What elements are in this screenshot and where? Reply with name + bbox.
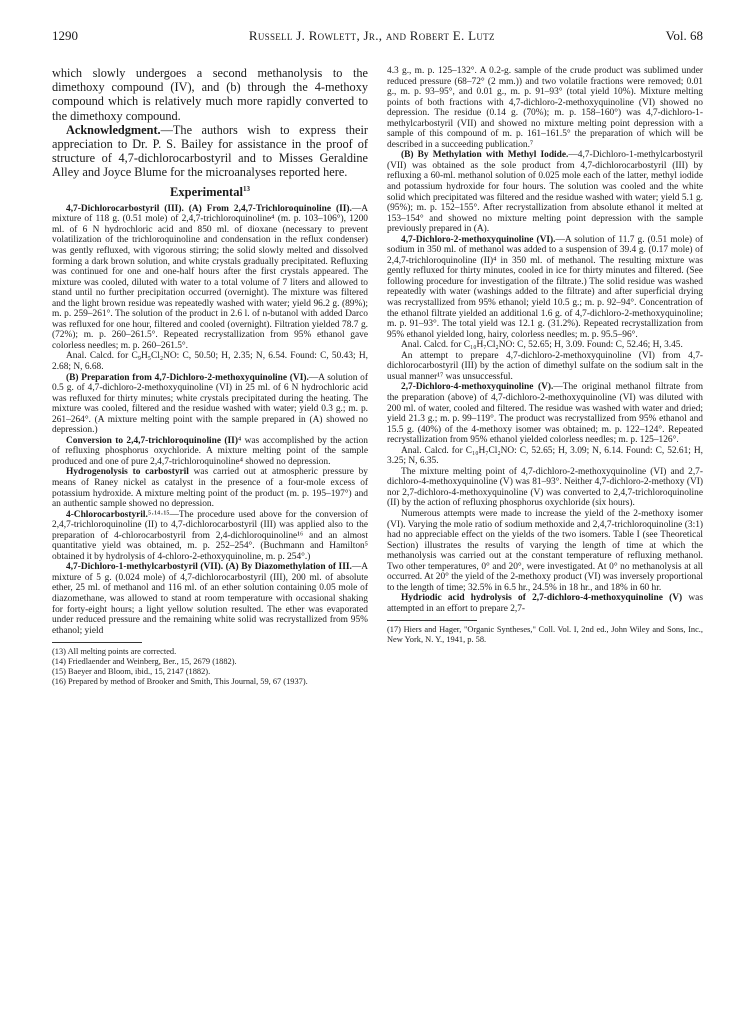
mixture-paragraph: The mixture melting point of 4,7-dichloro-2-methoxyquinoline (VI) and 2,7-dichloro-4-methoxyquinoline (V) was 81–93°. Neither 4,7-dichloro-2-methoxy (VI) nor 2,7-dichloro-4-methoxyquinoline (V) was converted to 2,4,7-trichloroquinoline (II) by the action of refluxing phosphorus oxychloride (six hours).: [387, 466, 703, 509]
left-column: [52, 66, 368, 687]
experiment-methylation: [387, 150, 703, 234]
footnote: (17) Hiers and Hager, "Organic Syntheses," Coll. Vol. I, 2nd ed., John Wiley and Sons, Inc., New York, N. Y., 1941, p. 58.: [387, 625, 703, 645]
experiment-title: 4,7-Dichloro-1-methylcarbostyril (VII). (A) By Diazomethylation of III.: [66, 562, 352, 573]
experiment-text: —The original methanol filtrate from the preparation (above) of 4,7-dichloro-2-methoxyquinoline (VI) was diluted with 200 ml. of water, cooled and filtered. The residue was washed with water and dried; yield 21.3 g.; m. p. 99–119°. The product was recrystallized from 95% ethanol and 15.5 g. (40%) of the 4-methoxy isomer was obtained; m. p. 122–124°. Repeated recrystallization from 95% ethanol yielded colorless needles; m. p. 125–126°.: [387, 382, 703, 446]
right-footnotes: [387, 625, 703, 645]
attempt-paragraph: An attempt to prepare 4,7-dichloro-2-methoxyquinoline (VI) from 4,7-dichlorocarbostyril (III) by the action of dimethyl sulfate on the sodium salt in the usual manner¹⁷ was unsuccessful.: [387, 350, 703, 382]
experiment-methylcarbostyril: [52, 562, 368, 636]
experiment-text: ⁴ was accomplished by the action of refluxing phosphorus oxychloride. A mixture melting point of the sample produced and one of pure 2,4,7-trichloroquinoline⁴ showed no depression.: [52, 435, 368, 467]
experiment-title: 4-Chlorocarbostyril.: [66, 509, 148, 520]
volume-label: Vol. 68: [665, 28, 703, 43]
experiment-title: Hydrogenolysis to carbostyril: [66, 467, 189, 478]
experiment-title: (B) Preparation from 4,7-Dichloro-2-methoxyquinoline (VI).: [66, 372, 309, 383]
footnote: (15) Baeyer and Bloom, ibid., 15, 2147 (1882).: [52, 667, 211, 677]
experiment-title: 4,7-Dichloro-2-methoxyquinoline (VI).: [401, 234, 556, 245]
analysis-line: Anal. Calcd. for C₁₀H₇Cl₂NO: C, 52.65; H, 3.09; N, 6.14. Found: C, 52.61; H, 3.25; N, 6.35.: [387, 445, 703, 467]
experiment-title: 4,7-Dichlorocarbostyril (III). (A) From 2,4,7-Trichloroquinoline (II).: [66, 203, 352, 214]
experiment-chlorocarbostyril: [52, 510, 368, 563]
experiment-methoxyquinoline-v: [387, 382, 703, 445]
analysis-line: Anal. Calcd. for C₁₀H₇Cl₂NO: C, 52.65; H, 3.09. Found: C, 52.46; H, 3.45.: [401, 340, 683, 351]
footnote: (16) Prepared by method of Brooker and Smith, This Journal, 59, 67 (1937).: [52, 677, 308, 687]
experiment-hydrogenolysis: [52, 467, 368, 509]
experiment-methoxyquinoline-vi: [387, 235, 703, 340]
analysis-line: Anal. Calcd. for C₉H₅Cl₂NO: C, 50.50; H, 2.35; N, 6.54. Found: C, 50.43; H, 2.68; N, 6.68.: [52, 351, 368, 372]
experimental-footnote-ref: 13: [242, 184, 250, 193]
experiment-text: was attempted in an effort to prepare 2,7-: [387, 593, 703, 614]
acknowledgment-paragraph: [52, 123, 368, 180]
experiment-title: (B) By Methylation with Methyl Iodide.: [401, 150, 569, 161]
acknowledgment-text: —The authors wish to express their appreciation to Dr. P. S. Bailey for assistance in the proof of structure of 4,7-dichlorocarbostyril and to Misses Geraldine Alley and Joyce Blume for the microanalyses reported here.: [52, 122, 368, 180]
experiment-text: —A solution of 0.5 g. of 4,7-dichloro-2-methoxyquinoline (VI) in 25 ml. of 6 N hydrochloric acid was refluxed for thirty minutes; white crystals precipitated during the heating. The mixture was cooled, filtered and the residue washed with water; yield 0.3 g.; m. p. 261–264°. (A mixture melting point with the sample prepared in (A) showed no depression.): [52, 372, 368, 436]
experiment-preparation-b: [52, 373, 368, 436]
experiment-text: —A solution of 11.7 g. (0.51 mole) of sodium in 350 ml. of methanol was added to a suspension of 39.4 g. (0.17 mole) of 2,4,7-trichloroquinoline (II)⁴ in 350 ml. of methanol. The resulting mixture was gently refluxed for thirty minutes, cooled in ice for thirty minutes and filtered. (See following procedure for investigation of the filtrate.) The solid residue was washed repeatedly with water (washings added to the filtrate) and after superficial drying was recrystallized from 95% ethanol; yield 10.5 g.; m. p. 92–94°. Concentration of the ethanol filtrate yielded an additional 1.6 g. of 4,7-dichloro-2-methoxyquinoline; m. p. 91–93°. The total yield was 12.1 g. (31.2%). Repeated recrystallization from 95% ethanol yielded long, hairy, colorless needles; m. p. 95.5–96°.: [387, 234, 704, 340]
yield-attempts-paragraph: Numerous attempts were made to increase the yield of the 2-methoxy isomer (VI). Varying the mole ratio of sodium methoxide and 2,4,7-trichloroquinoline (3:1) had no appreciable effect on the yields of the two isomers. Table I (see Theoretical Section) illustrates the results of varying the length of time at which the methanolysis was carried out at the constant temperature of refluxing methanol. Two other temperatures, 0° and 20°, were investigated. At 0° no methanolysis at all occurred. At 20° the yield of the 2-methoxy product (VI) was inversely proportional to the length of time; 32.5% in 6.5 hr., 24.5% in 18 hr., and 18% in 60 hr.: [387, 508, 703, 593]
experiment-title: Hydriodic acid hydrolysis of 2,7-dichloro-4-methoxyquinoline (V): [401, 593, 683, 604]
running-header: [52, 28, 703, 44]
experimental-heading: [52, 185, 368, 200]
footnote: (13) All melting points are corrected.: [52, 647, 177, 657]
left-footnotes: [52, 647, 368, 687]
experiment-title: Conversion to 2,4,7-trichloroquinoline (II): [66, 435, 238, 446]
footnote: (14) Friedlaender and Weinberg, Ber., 15, 2679 (1882).: [52, 657, 237, 667]
running-authors: Russell J. Rowlett, Jr., and Robert E. Lutz: [248, 28, 495, 43]
experiment-hydrolysis: [387, 593, 703, 614]
footnote-rule: [387, 620, 477, 621]
experiment-dichlorocarbostyril: [52, 204, 368, 352]
two-column-body: [52, 66, 703, 687]
experiment-text: was carried out at atmospheric pressure by means of Raney nickel as catalyst in the presence of a four-mole excess of potassium hydroxide. A mixture melting point of the product (m. p. 195–197°) and an authentic sample showed no depression.: [52, 467, 368, 510]
intro-paragraph: which slowly undergoes a second methanolysis to the dimethoxy compound (IV), and (b) through the 4-methoxy compound which is relatively much more rapidly converted to the dimethoxy compound.: [52, 66, 368, 123]
experiment-text: —4,7-Dichloro-1-methylcarbostyril (VII) was obtained as the sole product from 4,7-dichlorocarbostyril (III) by refluxing a 60-ml. methanol solution of 0.025 mole each of the latter, methyl iodide and potassium hydroxide for four hours. The solution was cooled and the white solid which precipitated was filtered and the residue washed with water; yield 5.1 g. (95%); m. p. 152–155°. After recrystallization from absolute ethanol it melted at 153–154° and showed no mixture melting point depression with the sample previously prepared in (A).: [387, 150, 703, 235]
footnote-rule: [52, 642, 142, 643]
page-number: 1290: [52, 28, 78, 43]
experiment-conversion: [52, 436, 368, 468]
experiment-text: —A mixture of 118 g. (0.51 mole) of 2,4,7-trichloroquinoline⁴ (m. p. 103–106°), 1200 ml. of 6 N hydrochloric acid and 850 ml. of dioxane (necessary to prevent volatilization of the trichloroquinoline and condensation in the reflux condenser) was gently refluxed, with vigorous stirring; the solid slowly melted and dissolved forming a dark brown solution, and white crystals gradually precipitated. Refluxing was continued for one and one-half hours after the first crystals appeared. The mixture was cooled, diluted with water to a total volume of 7 liters and allowed to stand until no further precipitation occurred (overnight). The mixture was filtered and the light brown residue was repeatedly washed with water; yield 96.2 g. (89%); m. p. 259–261°. The solution of the product in 2.6 l. of n-butanol with added Darco was refluxed for one hour, filtered and cooled (overnight). Filtration yielded 78.7 g. (72%); m. p. 260–261.5°. Repeated recrystallization from 95% ethanol gave colorless needles; m. p. 260–261.5°.: [52, 203, 368, 351]
acknowledgment-title: Acknowledgment.: [66, 122, 161, 137]
right-column: [387, 66, 703, 687]
experiment-title: 2,7-Dichloro-4-methoxyquinoline (V).: [401, 382, 554, 393]
experiment-text: ⁵·¹⁴·¹⁵—The procedure used above for the conversion of 2,4,7-trichloroquinoline (II) to 4,7-dichlorocarbostyril (III) was applied also to the preparation of 4-chlorocarbostyril from 2,4-dichloroquinoline¹⁶ and an almost quantitative yield was obtained, m. p. 252–254°. (Buchmann and Hamilton⁵ obtained it by hydrolysis of 4-chloro-2-ethoxyquinoline, m. p. 254°.): [52, 509, 368, 562]
continued-paragraph: 4.3 g., m. p. 125–132°. A 0.2-g. sample of the crude product was sublimed under reduced pressure (68–72° (2 mm.)) and two volatile fractions were removed; 0.01 g., m. p. 93–95°, and 0.01 g., m. p. 91–93° (total yield 10%). Mixture melting points of both fractions with 4,7-dichloro-2-methoxyquinoline (VI) showed no depression. The residue (0.14 g. (70%); m. p. 158–160°) was 4,7-dichloro-1-methylcarbostyril (VII) and showed no mixture melting point depression with a sample of this compound of m. p. 161–161.5° the preparation of which will be described in a succeeding publication.⁷: [387, 66, 703, 150]
experiment-text: —A mixture of 5 g. (0.024 mole) of 4,7-dichlorocarbostyril (III), 200 ml. of absolute ether, 25 ml. of methanol and 116 ml. of an ether solution containing 0.05 mole of diazomethane, was allowed to stand at room temperature with occasional shaking for forty-eight hours; a light yellow solution resulted. The ether was evaporated under reduced pressure and the remaining white solid was recrystallized from 95% ethanol; yield: [52, 562, 368, 636]
experimental-title: Experimental: [170, 184, 243, 199]
